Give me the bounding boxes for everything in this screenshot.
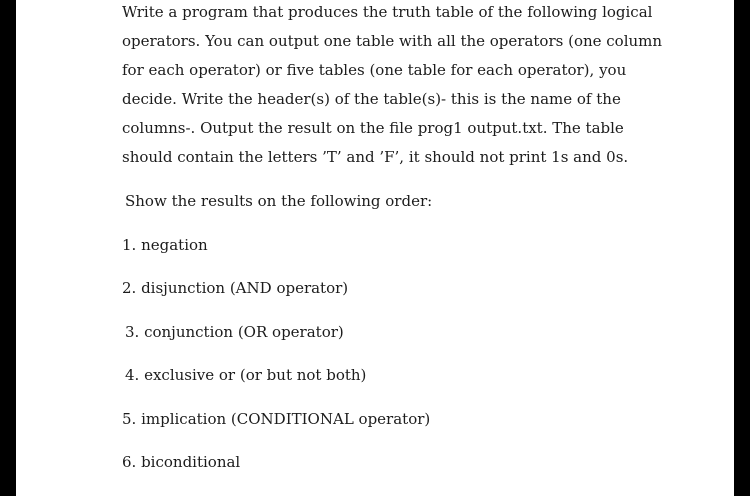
paragraph-line: columns-. Output the result on the file prog1 output.txt. The table	[122, 119, 624, 137]
paragraph-line: decide. Write the header(s) of the table(s)- this is the name of the	[122, 90, 621, 108]
order-item-exclusive-or: 4. exclusive or (or but not both)	[125, 366, 367, 384]
order-item-disjunction: 2. disjunction (AND operator)	[122, 279, 349, 297]
document-page[interactable]	[16, 0, 734, 496]
order-item-implication: 5. implication (CONDITIONAL operator)	[122, 410, 431, 428]
order-intro: Show the results on the following order:	[125, 192, 433, 210]
order-item-conjunction: 3. conjunction (OR operator)	[125, 323, 344, 341]
paragraph-line: operators. You can output one table with all the operators (one column	[122, 32, 663, 50]
paragraph-line: should contain the letters ’T’ and ’F’, it should not print 1s and 0s.	[122, 148, 629, 166]
order-item-negation: 1. negation	[122, 236, 208, 254]
paragraph-line: Write a program that produces the truth table of the following logical	[122, 3, 653, 21]
paragraph-line: for each operator) or five tables (one table for each operator), you	[122, 61, 627, 79]
order-item-biconditional: 6. biconditional	[122, 453, 241, 471]
